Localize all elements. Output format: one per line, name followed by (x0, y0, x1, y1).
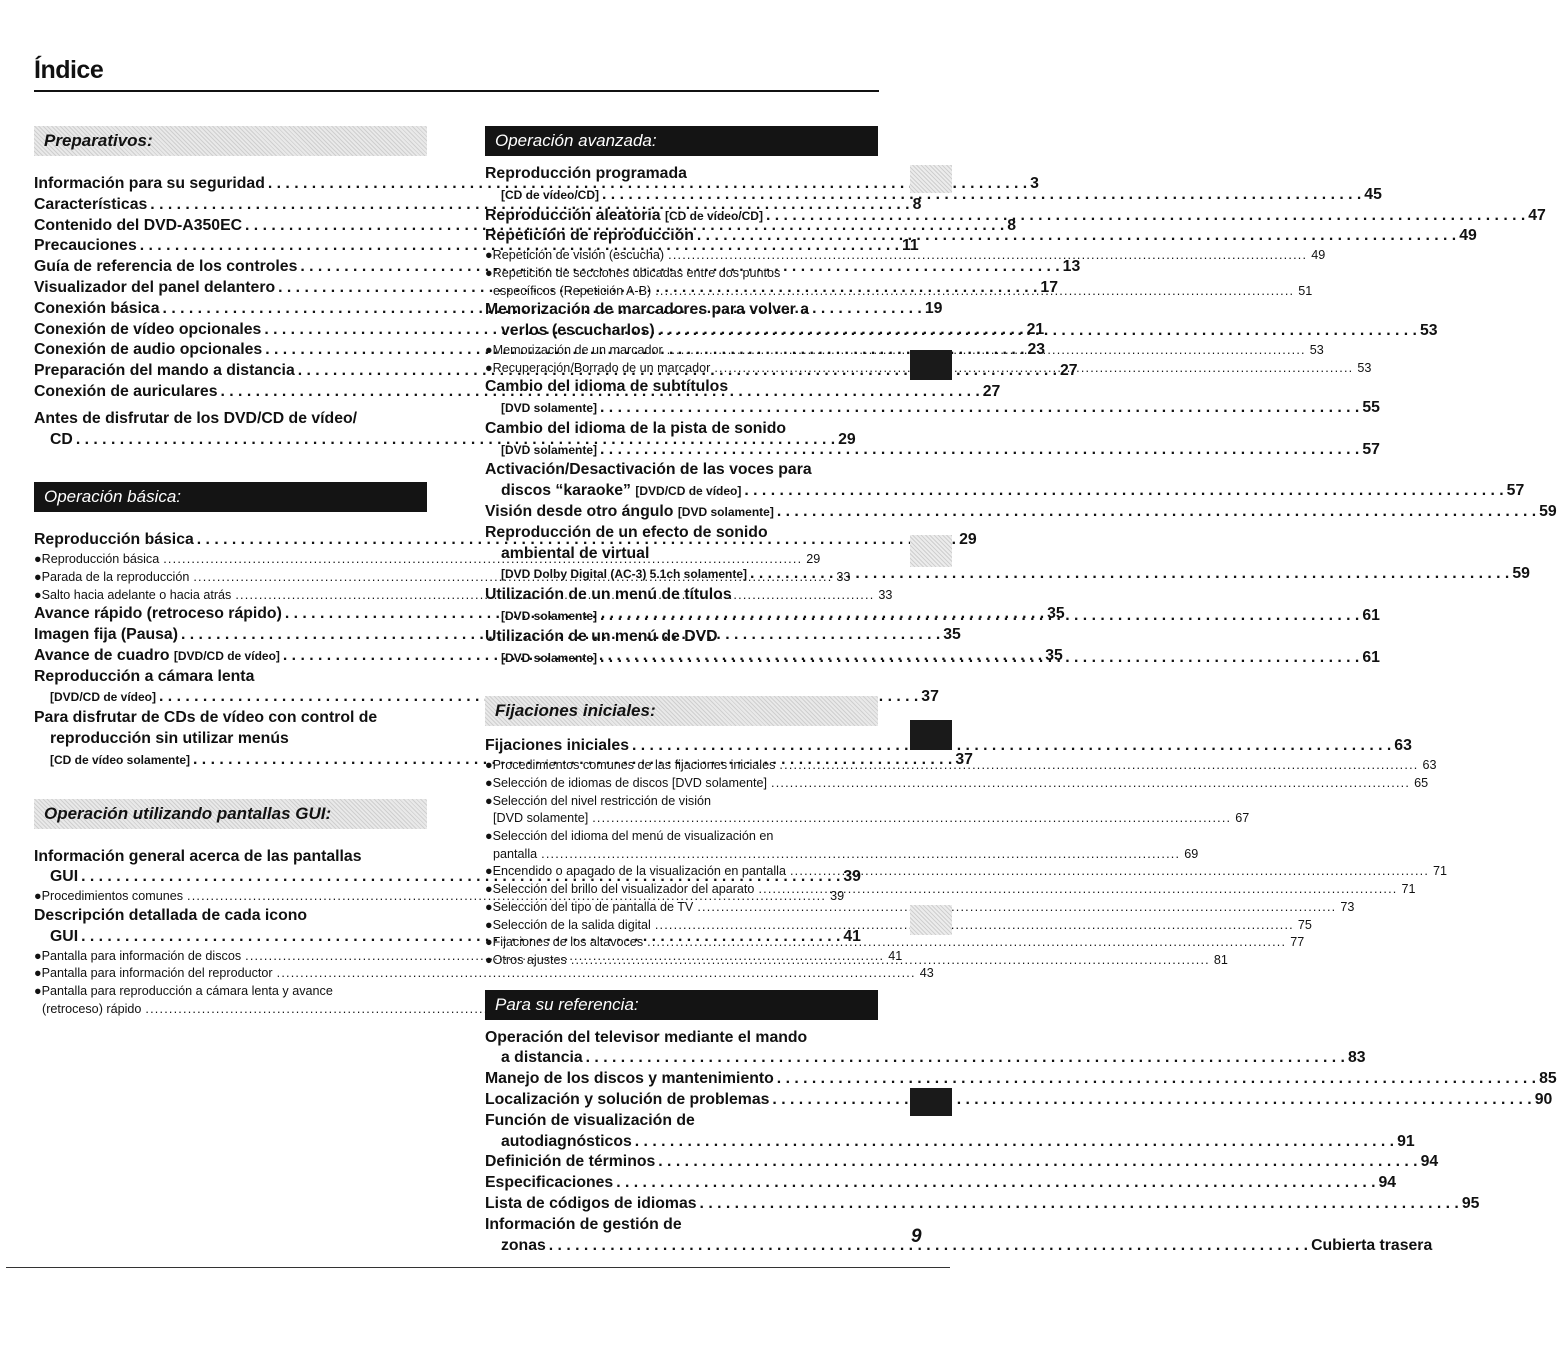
side-tab-marker (910, 905, 952, 935)
toc-entry-label: Conexión de vídeo opcionales (34, 320, 262, 338)
toc-page-number: 61 (1362, 607, 1380, 625)
toc-entry-label: Función de visualización de (485, 1111, 695, 1129)
toc-entry-label: Avance rápido (retroceso rápido) (34, 605, 282, 623)
toc-page-number: 53 (1357, 360, 1372, 375)
toc-page-number: 41 (843, 927, 861, 945)
toc-entry-label: GUI (50, 927, 79, 945)
leader-dots (758, 881, 1397, 899)
toc-entry-label (485, 206, 763, 227)
toc-page-number: 75 (1297, 917, 1312, 932)
title-divider (34, 90, 879, 92)
toc-entry-especificaciones[interactable] (485, 1173, 1397, 1194)
toc-entry-label (34, 646, 280, 667)
toc-entry-label: Información para su seguridad (34, 175, 265, 192)
toc-subentry-label: ●Repetición de secciones ubicadas entre dos puntos (485, 265, 781, 280)
toc-page-number: 23 (1027, 341, 1046, 359)
toc-page-number: 59 (1512, 565, 1530, 583)
leader-dots (616, 1173, 1375, 1194)
toc-page-number: 29 (806, 552, 821, 567)
toc-entry-text: Visión desde otro ángulo (485, 503, 674, 521)
toc-entry-label: CD (50, 430, 73, 448)
toc-page-number: 41 (888, 948, 903, 963)
toc-page-number: 13 (1062, 258, 1081, 276)
toc-subentry[interactable] (485, 899, 1355, 917)
toc-entry-label: Activación/Desactivación de las voces para (485, 461, 812, 479)
toc-subentry-label: ●Pantalla para información de discos (34, 948, 242, 963)
toc-subentry-label: ●Selección de idiomas de discos [DVD solamente] (485, 775, 768, 790)
toc-entry-label (501, 481, 741, 502)
toc-page-number: 11 (902, 237, 919, 255)
toc-entry-label: Reproducción programada (485, 165, 687, 182)
toc-page-number: 39 (830, 889, 845, 904)
toc-entry-label: Especificaciones (485, 1174, 614, 1192)
leader-dots (777, 1069, 1536, 1090)
toc-subentry-label: ●Otros ajustes (485, 952, 567, 967)
toc-subentry-label: ●Memorización de un marcador (485, 342, 663, 357)
toc-page-number: 29 (959, 531, 977, 549)
toc-page-number: 61 (1362, 648, 1380, 666)
toc-page-number: 59 (1539, 503, 1557, 521)
toc-subentry-label: ●Pantalla para información del reproductor (34, 966, 273, 981)
toc-page-number: 91 (1397, 1132, 1415, 1150)
toc-page-number: 21 (1026, 320, 1045, 338)
leader-dots (655, 917, 1294, 935)
toc-entry-label: Contenido del DVD-A350EC (34, 216, 243, 234)
toc-entry-angulo[interactable] (485, 502, 1557, 523)
toc-entry-label: Características (34, 195, 148, 213)
toc-page-number: 35 (943, 626, 961, 644)
disc-type-tag: [DVD Dolby Digital (AC-3) 5.1ch solamente] (501, 567, 748, 582)
side-tab-marker (910, 165, 952, 193)
toc-page-number: 19 (924, 299, 943, 317)
toc-page-number: 8 (1007, 216, 1017, 234)
toc-page-number: 81 (1213, 952, 1228, 967)
section-referencia (485, 990, 1557, 1263)
footer-divider (6, 1267, 950, 1268)
leader-dots (667, 342, 1306, 360)
section-header-basica: Operación básica: (34, 482, 427, 512)
leader-dots (600, 648, 1359, 669)
toc-entry-label: autodiagnósticos (501, 1132, 632, 1150)
toc-entry-label: Utilización de un menú de títulos (485, 586, 732, 604)
toc-entry-text: Reproducción aleatoria (485, 206, 661, 224)
toc-page-number: 33 (878, 587, 893, 602)
toc-entry-label: Cambio del idioma de la pista de sonido (485, 419, 787, 437)
leader-dots (744, 481, 1503, 502)
toc-page-number: 83 (1347, 1049, 1366, 1067)
leader-dots (635, 1132, 1394, 1153)
toc-subentry-label: ●Parada de la reproducción (34, 569, 190, 584)
toc-entry-label: GUI (50, 868, 79, 886)
toc-page-number: 63 (1422, 758, 1437, 773)
section-header-gui: Operación utilizando pantallas GUI: (34, 799, 427, 829)
toc-entry-label: Fijaciones iniciales (485, 737, 629, 755)
leader-dots (600, 606, 1359, 627)
toc-entry-label: Descripción detallada de cada icono (34, 906, 308, 924)
toc-entry-karaoke[interactable] (485, 460, 1525, 502)
toc-subentry-label: ●Fijaciones de los altavoces (485, 935, 644, 950)
toc-subentry-nivel[interactable] (485, 793, 1250, 828)
toc-entry-label: Manejo de los discos y mantenimiento (485, 1070, 774, 1088)
side-tab-marker (910, 350, 952, 380)
toc-entry-label: Información general acerca de las pantallas (34, 847, 362, 865)
toc-entry-label: a distancia (501, 1049, 583, 1067)
toc-entry-label: Lista de códigos de idiomas (485, 1195, 697, 1213)
toc-page-number: 55 (1362, 399, 1380, 417)
toc-subentry-label: pantalla (493, 846, 538, 861)
toc-page-number: 65 (1414, 775, 1429, 790)
leader-dots (714, 360, 1353, 378)
toc-page-number: 57 (1362, 440, 1380, 458)
toc-page-number: 39 (843, 868, 861, 886)
toc-entry-definicion[interactable] (485, 1152, 1439, 1173)
disc-type-tag: [CD de vídeo/CD] (664, 208, 763, 223)
toc-subentry[interactable] (485, 863, 1448, 881)
toc-page-number: 90 (1534, 1091, 1553, 1109)
toc-page-number: 29 (838, 430, 856, 448)
toc-page-number: 67 (1235, 811, 1250, 826)
toc-subentry-label: ●Selección del idioma del menú de visualización en (485, 829, 774, 844)
toc-page-number: 95 (1461, 1195, 1480, 1213)
leader-dots (541, 846, 1180, 864)
toc-page-number: 57 (1506, 482, 1525, 500)
toc-page-number: 45 (1364, 185, 1382, 203)
toc-page-number: 27 (982, 382, 1001, 400)
toc-page-number: 69 (1184, 846, 1199, 861)
toc-entry-camara-lenta[interactable] (34, 667, 939, 709)
leader-dots (549, 1236, 1308, 1257)
leader-dots (658, 1152, 1417, 1173)
toc-subentry-repeticion-vision[interactable] (485, 247, 1326, 265)
side-tab-marker (910, 535, 952, 567)
toc-entry-fijaciones[interactable] (485, 736, 1412, 757)
toc-subentry[interactable] (485, 881, 1416, 899)
toc-page-number: 37 (921, 688, 939, 706)
leader-dots (697, 226, 1456, 247)
disc-type-tag: [DVD solamente] (677, 505, 774, 520)
leader-dots (772, 1090, 1531, 1111)
toc-page-number: 33 (836, 569, 851, 584)
toc-subentry-label: ●Recuperación/Borrado de un marcador (485, 360, 711, 375)
toc-subentry-label: ●Procedimientos comunes (34, 889, 184, 904)
toc-subentry[interactable] (485, 775, 1429, 793)
section-header-referencia: Para su referencia: (485, 990, 878, 1020)
toc-entry-label: Memorización de marcadores para volver a (485, 301, 809, 319)
toc-entry-zonas[interactable] (485, 1215, 1433, 1257)
toc-entry-autodiagnosticos[interactable] (485, 1111, 1415, 1153)
toc-entry-televisor[interactable] (485, 1028, 1366, 1070)
disc-type-tag: [DVD/CD de vídeo] (635, 484, 742, 499)
toc-page-number: 85 (1539, 1070, 1557, 1088)
toc-subentry-label: ●Reproducción básica (34, 552, 160, 567)
toc-page-number: 49 (1311, 248, 1326, 263)
leader-dots (697, 899, 1336, 917)
toc-entry-label: Para disfrutar de CDs de vídeo con control de (34, 709, 378, 727)
section-header-fijaciones: Fijaciones iniciales: (485, 696, 878, 726)
disc-type-tag: [DVD solamente] (501, 650, 598, 665)
toc-entry-label: Definición de términos (485, 1153, 656, 1171)
toc-entry-label: Información de gestión de (485, 1215, 682, 1233)
toc-entry-label: reproducción sin utilizar menús (50, 730, 289, 748)
toc-entry-codigos[interactable] (485, 1194, 1480, 1215)
toc-entry-label: ambiental de virtual (501, 544, 650, 562)
toc-subentry-label: ●Selección de la salida digital (485, 917, 651, 932)
toc-subentry[interactable] (34, 965, 934, 983)
toc-entry-label: verlos (escucharlos) (501, 322, 655, 340)
leader-dots (658, 321, 1417, 342)
toc-subentry-idioma-menu[interactable] (485, 828, 1199, 863)
toc-subentry[interactable] (485, 917, 1312, 935)
toc-entry-label: Conexión de auriculares (34, 382, 218, 400)
toc-page-number: Cubierta trasera (1311, 1236, 1433, 1254)
toc-page-number: 51 (1298, 283, 1313, 298)
leader-dots (632, 736, 1391, 757)
leader-dots (655, 283, 1294, 301)
toc-subentry-label: ●Selección del brillo del visualizador del aparato (485, 882, 755, 897)
leader-dots (600, 398, 1359, 419)
toc-page-number: 77 (1290, 935, 1305, 950)
section-header-preparativos: Preparativos: (34, 126, 427, 156)
toc-subentry-label: ●Salto hacia adelante o hacia atrás (34, 587, 232, 602)
toc-subentry-label: [DVD solamente] (493, 811, 589, 826)
leader-dots (647, 934, 1286, 952)
toc-entry-text: discos “karaoke” (501, 482, 631, 500)
section-header-avanzada: Operación avanzada: (485, 126, 878, 156)
toc-subentry-label: ●Encendido o apagado de la visualización en pantalla (485, 864, 786, 879)
leader-dots (668, 247, 1307, 265)
side-tab-marker (910, 1088, 952, 1116)
toc-page-number: 17 (1040, 278, 1058, 296)
toc-entry-label: Conexión de audio opcionales (34, 341, 263, 359)
disc-type-tag: [CD de vídeo/CD] (501, 187, 600, 202)
toc-page-number: 71 (1401, 882, 1416, 897)
toc-page-number: 71 (1433, 864, 1448, 879)
toc-entry-label: Repetición de reproducción (485, 227, 694, 245)
toc-subentry-label: ●Pantalla para reproducción a cámara lenta y avance (34, 983, 333, 998)
toc-entry-label: Reproducción a cámara lenta (34, 667, 255, 685)
leader-dots (766, 206, 1525, 227)
toc-entry-text: Avance de cuadro (34, 646, 170, 664)
leader-dots (750, 564, 1509, 585)
leader-dots (586, 1048, 1345, 1069)
page-number: 9 (911, 1226, 922, 1247)
disc-type-tag: [DVD solamente] (501, 609, 598, 624)
disc-type-tag: [DVD solamente] (501, 401, 598, 416)
toc-entry-label: Conexión básica (34, 299, 160, 317)
toc-entry-problemas[interactable] (485, 1090, 1553, 1111)
toc-page-number: 94 (1420, 1153, 1439, 1171)
disc-type-tag: [DVD/CD de vídeo] (50, 690, 157, 705)
toc-page-number: 3 (1030, 175, 1039, 192)
toc-entry-label: Localización y solución de problemas (485, 1091, 770, 1109)
toc-entry-pista-sonido[interactable] (485, 419, 1380, 461)
leader-dots (600, 440, 1359, 461)
leader-dots (790, 863, 1429, 881)
toc-subentry[interactable] (485, 934, 1305, 952)
disc-type-tag: [DVD solamente] (501, 442, 598, 457)
side-tab-marker (910, 720, 952, 750)
leader-dots (602, 185, 1361, 206)
toc-page-number: 8 (912, 195, 922, 213)
toc-entry-label: Antes de disfrutar de los DVD/CD de vídeo/ (34, 409, 358, 427)
toc-subentry-label: ●Selección del nivel restricción de visión (485, 793, 712, 808)
toc-page-number: 37 (955, 750, 973, 768)
toc-page-number: 35 (1045, 646, 1063, 664)
leader-dots (777, 502, 1536, 523)
toc-subentry-label: ●Procedimientos comunes de las fijaciones iniciales (485, 758, 776, 773)
disc-type-tag: [CD de vídeo solamente] (50, 752, 191, 767)
disc-type-tag: [DVD/CD de vídeo] (173, 648, 280, 663)
toc-page-number: 47 (1528, 206, 1546, 224)
toc-entry-label: Precauciones (34, 237, 137, 255)
toc-subentry-label: específicos (Repetición A-B) (493, 283, 652, 298)
toc-subentry-label: ●Selección del tipo de pantalla de TV (485, 899, 694, 914)
toc-page-number: 63 (1394, 737, 1412, 755)
toc-subentry-label: (retroceso) rápido (42, 1001, 142, 1016)
toc-page-number: 94 (1378, 1174, 1397, 1192)
toc-entry-label: Imagen fija (Pausa) (34, 626, 178, 644)
leader-dots (571, 952, 1210, 970)
toc-entry-label: Guía de referencia de los controles (34, 258, 298, 276)
toc-entry-aleatoria[interactable] (485, 206, 1546, 227)
toc-page-number: 53 (1419, 322, 1438, 340)
toc-entry-label: zonas (501, 1236, 546, 1254)
toc-page-number: 43 (919, 966, 934, 981)
toc-entry-label: Preparación del mando a distancia (34, 362, 295, 380)
page-title: Índice (34, 56, 104, 84)
toc-page-number: 53 (1309, 342, 1324, 357)
toc-entry-manejo[interactable] (485, 1069, 1557, 1090)
toc-page-number: 35 (1047, 605, 1065, 623)
toc-entry-label: Visualizador del panel delantero (34, 278, 276, 296)
toc-entry-label: Operación del televisor mediante el mando (485, 1028, 808, 1046)
toc-entry-label: Reproducción básica (34, 531, 194, 549)
leader-dots (771, 775, 1410, 793)
toc-page-number: 73 (1340, 899, 1355, 914)
toc-page-number: 49 (1459, 227, 1477, 245)
toc-page-number: 27 (1060, 362, 1078, 380)
toc-entry-label: Utilización de un menú de DVD (485, 627, 718, 645)
toc-subentry-camara-lenta-avance[interactable] (34, 983, 427, 1018)
leader-dots (779, 757, 1418, 775)
toc-entry-label: Reproducción de un efecto de sonido (485, 523, 768, 541)
toc-entry-programada[interactable] (485, 164, 1382, 206)
toc-entry-label: Cambio del idioma de subtítulos (485, 378, 729, 396)
toc-subentry-label: ●Repetición de visión (escucha) (485, 248, 665, 263)
leader-dots (700, 1194, 1459, 1215)
toc-entry-label (485, 502, 774, 523)
leader-dots (592, 810, 1231, 828)
